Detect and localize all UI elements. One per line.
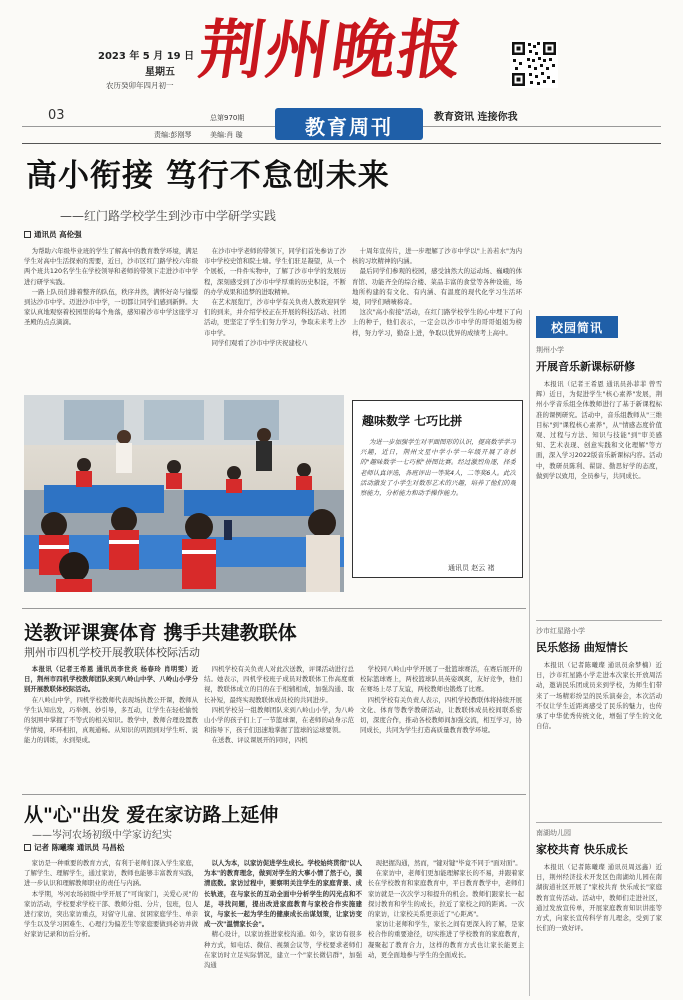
brief-text: 本报讯（记者王希恩 通讯员孙菲菲 曾雪辉）近日，为促进学生"核心素养"发展，荆州小学音乐组全体教师进行了基于新课程标准的课例研究。活动中，音乐组教师从"三维目标"到"课程核心素养"，从"情感态度价值观、过程与方法、知识与技能"到"审美感知、艺术表现、创意实践和文化理解"等方面，深入学习2022版音乐新课标内容。活动中，教研员陈利、翟尉、勤思好学的态度，做到学以致用，全员参与，共同成长。	[536, 380, 662, 480]
article2-col1-p2: 在八岭山中学，四机学校教师代表现场执教公开课，教师从学生认知出发，巧举例、妙引导，多互动，让学生在轻松愉悦的氛围中掌握了不等式的相关知识。教学中，教师合理设置教学情境，环环相扣，真观通畅。从知识的巩固到对学生听、说能力的训练，水到渠成。	[24, 695, 198, 745]
brief-school: 沙市红星路小学	[536, 627, 585, 635]
brief-school: 荆州小学	[536, 346, 564, 354]
brief-title: 民乐悠扬 曲短情长	[536, 641, 628, 654]
article2-col3-p1: 学校同八岭山中学开展了一批篮球赛活，在赛后展开的校际篮球赛上，两校篮球队员英姿飒爽，友好竞争，他们在赛场上尽了友谊，两校教师也锻炼了比赛。	[360, 665, 522, 694]
masthead-rule-right	[423, 126, 661, 127]
brief-divider	[536, 822, 662, 823]
article3-col3-p1: 现把握沟通，然而，"键对键"毕竟不同于"面对面"。	[375, 859, 522, 867]
article1-col1	[24, 246, 198, 386]
section-slogan: 教育资讯 连接你我	[434, 112, 518, 123]
article3-subhead: ——岑河农场初级中学家访纪实	[32, 830, 172, 841]
editor-credit: 责编:彭刚琴	[154, 131, 192, 139]
article3-col3-p2: 在家访中，老师们更加能理解家长的不易，并跟着家长在学校教育和家庭教育中，平日教育教学中，老师们家访就是一次次学习和提升的机会。教师们跟家长一起探讨教育和学生的成长，拉近了家校之间的距离。一次的家访，让家校关系更亲近了"心距离"。	[368, 869, 524, 919]
article2-col3	[360, 664, 522, 792]
article1-photo	[24, 395, 344, 592]
article2-top-rule	[22, 608, 526, 609]
issue-date: 2023 年 5 月 19 日	[98, 51, 195, 62]
page-number: 03	[48, 108, 65, 123]
brief-text: 本报讯（记者陈曦璨 通讯员周远鑫）近日，荆州经济技术开发区色南湖幼儿园在南湖街道社区开展了"家校共育 快乐成长"家庭教育宣传活动。活动中，教师们走进社区，通过发放宣传单，开展家庭教育知识讲座等方式，向家长宣传科学育儿理念，受到了家长们的一致好评。	[536, 863, 662, 933]
byline-box-icon	[24, 844, 31, 851]
issue-weekday: 星期五	[145, 67, 175, 78]
article1-col3	[352, 246, 522, 386]
article1-col2-p3: 同学们观看了沙市中学庆祝建校八	[211, 338, 308, 347]
math-contest-text: 为进一步加强学生对平面图形的认识，提高数学学习兴趣，近日，荆州文星中学小学一年级开展了奇妙的"趣味数学一七巧板"拼图比赛。经过激烈角逐，择委老师认真评选，各班评出一等奖4人，二等奖6人。此次活动激发了小学生对数形艺术的兴趣，培养了他们的观察能力，分析能力和动手操作能力。	[360, 438, 516, 498]
article3-col2-p2: 精心设计，以家访推进家校沟通。如今，家访有很多种方式，如电话、微信、视频会议等，学校要求老师们在家访时立足实际情况，建立一个"家长微信群"，加强沟通	[204, 930, 362, 970]
article2-col1-p1: 本报讯（记者王希恩 通讯员李世炎 杨春玲 肖明雯）近日，荆州市四机学校教师团队来到八岭山中学、八岭山小学分别开展教联体校际活动。	[24, 665, 198, 694]
article3-top-rule	[22, 794, 526, 795]
article1-subhead: ——红门路学校学生到沙市中学研学实践	[60, 209, 277, 223]
article3-headline: 从"心"出发 爱在家访路上延伸	[24, 804, 279, 826]
masthead-bottom-rule	[22, 143, 661, 144]
masthead-rule	[22, 126, 275, 127]
article2-col2-p3: 在送教、评议课展开的同时，四机	[211, 736, 308, 745]
issue-lunar: 农历癸卯年四月初一	[106, 81, 174, 90]
brief-item	[536, 345, 662, 613]
brief-divider	[536, 620, 662, 621]
math-contest-byline: 通讯员 赵云 褚	[448, 564, 495, 572]
brief-title: 开展音乐新课标研修	[536, 360, 635, 373]
article3-col1-p2: 本学期，岑河农场初级中学开展了"可询家门，关爱心灵"的家访活动，学校要求学校干部、教师分组、分片，包班，包人进行家访，突出家访重点，对留守儿童、贫困家庭学生、单亲学生以及学习困难生、心理行为偏差生等家庭要做到必访并做好家访记录和访后分析。	[24, 889, 198, 939]
article2-col3-p2: 四机学校有关负责人表示，四机学校教联体将持续开展文化、体育等教学教研活动，让教联体成员校间联系密切，深度合作，推动各校教师间加强交流，相互学习，协同成长，共同为学生打造高质量教育教学环境。	[360, 695, 522, 735]
article1-col2	[204, 246, 346, 386]
masthead	[0, 0, 683, 139]
article2-col2-p1: 四机学校有关负责人对此次送教，评课活动进行总结。她表示，四机学校班子成员对教联体工作高度重视，教联体成立的目的在于相辅相成，加强沟通、取长补短，最终实现教联体成员校的共同进步。	[204, 665, 354, 704]
article3-col1	[24, 858, 198, 996]
article1-col2-p2: 在艺术展览厅，沙市中学有关负责人教欢迎同学们的到来，并介绍学校正在开展的科技活动、社团活动，更坚定了学生们努力学习，争取未来考上沙市中学。	[204, 298, 346, 337]
brief-school: 南湖幼儿园	[536, 829, 571, 837]
article1-col1-p1: 为帮助六年级毕业班的学生了解高中的教育教学环境，满足学生对高中生活探索的需要，近日，沙市区红门路学校六年级两个班共120名学生在学校领导和老师的带领下走进沙市中学进行研学实践。	[24, 247, 198, 286]
issue-number: 总第970期	[210, 114, 245, 122]
article3-col1-p1: 家访是一种重要的教育方式，有利于老师们深入学生家庭，了解学生、理解学生，通过家访，教师也能够丰富教育实践，进一步认识和理解教师职业的责任与内涵。	[24, 859, 198, 888]
article2-subhead: 荆州市四机学校开展教联体校际活动	[24, 646, 200, 659]
designer-credit: 美编:肖 璇	[210, 131, 243, 139]
article1-col1-p2: 一路上队员们排着整齐的队伍，秩序井然，满怀好奇与憧憬到达沙市中学。迈进沙市中学，一切都让同学们感到新鲜。大家认真地观察着校园里的每个角落，感知着沙市中学这座学习圣殿的点点滴滴。	[24, 287, 198, 327]
newspaper-logo: 荆州晚报	[194, 13, 470, 88]
article1-byline-text: 通讯员 高伦强	[34, 230, 82, 239]
article1-col3-p2: 最后同学们参观的校园，感受油然大的运动场、巍峨的体育馆、功能齐全的综合楼、菜品丰富的食堂等各种设施，场地所构建的有文化、有内涵、有温度的现代化学习生活环境，同学们啧啧称奇。	[352, 267, 522, 307]
article2-col1	[24, 664, 198, 792]
article1-byline	[24, 229, 82, 240]
article3-col2-p1: 以人为本，以家访促进学生成长。学校始终贯彻"以人为本"的教育理念，做到对学生的大事小情了然于心，摸清底数。家访过程中，要察明关注学生的家庭背景、成长轨迹，在与家长的互动全面中分析学生的闪光点和不足，寻找问题，提出改进家庭教育与家校合作实施建议，与家长一起为学生的健康成长出谋划策，让家访变成一次"温情家长会"。	[204, 859, 362, 929]
article3-byline-text: 记者 陈曦璨 通讯员 马昌松	[34, 843, 125, 852]
brief-item	[536, 626, 662, 826]
article1-headline: 高小衔接 笃行不怠创未来	[26, 158, 390, 194]
right-column-divider	[529, 310, 530, 996]
brief-text: 本报讯（记者陈曦璨 通讯员余梦楠）近日，沙市红星路小学走进本次家长开放周活动，邀请民乐团成员来到学校，为师生们带来了一场精彩纷呈的民乐演奏会，本次活动不仅让学生近距离感受了民乐的魅力，也传承了中华优秀传统文化，增强了学生的文化自信。	[536, 661, 662, 731]
byline-box-icon	[24, 231, 31, 238]
article1-col3-p3: 这次"高小衔接"活动，在红门路学校学生的心中埋下了向上的种子，他们表示，一定会以沙市中学的哥哥姐姐为榜样，努力学习，勤奋上进，争取以优异的成绩考上高中。	[352, 308, 522, 337]
article1-col2-p1: 在沙市中学老师的带领下，同学们首先参访了沙市中学校史馆和院士墙。学生们驻足凝望，从一个个展板，一件件实物中，了解了沙市中学的发展历程，深刻感受到了沙市中学厚重的历史积淀，不断的办学成果和追梦的进取精神。	[204, 247, 346, 296]
article2-col2	[204, 664, 354, 792]
article2-col2-p2: 四机学校另一组教师团队来到八岭山小学，为八岭山小学的孩子们上了一节篮球课，在老师的动身示范和指导下，孩子们迅速地掌握了篮球的运球要领。	[204, 705, 354, 735]
article3-col3	[368, 858, 524, 996]
math-contest-title: 趣味数学 七巧比拼	[362, 414, 463, 428]
article3-col3-p3: 家访让老师和学生，家长之间有更深入的了解，是家校合作的重要途径，切实推进了学校教育的家庭教育，凝聚起了教育合力，这样的教育方式也让家长能更主动，更全面地参与学生的全面成长。	[368, 920, 524, 959]
section-title: 教育周刊	[305, 115, 393, 139]
brief-item	[536, 828, 662, 996]
article3-byline	[24, 842, 124, 853]
article1-col3-p1: 十周年宣传片，进一步理解了沙市中学以"上善若水"为内核的习坎精神的内涵。	[352, 247, 522, 266]
brief-title: 家校共育 快乐成长	[536, 843, 628, 856]
campus-briefs-title: 校园简讯	[550, 321, 603, 335]
article2-headline: 送教评课赛体育 携手共建教联体	[24, 622, 297, 644]
article3-col2	[204, 858, 362, 996]
qr-code-icon	[510, 40, 558, 88]
